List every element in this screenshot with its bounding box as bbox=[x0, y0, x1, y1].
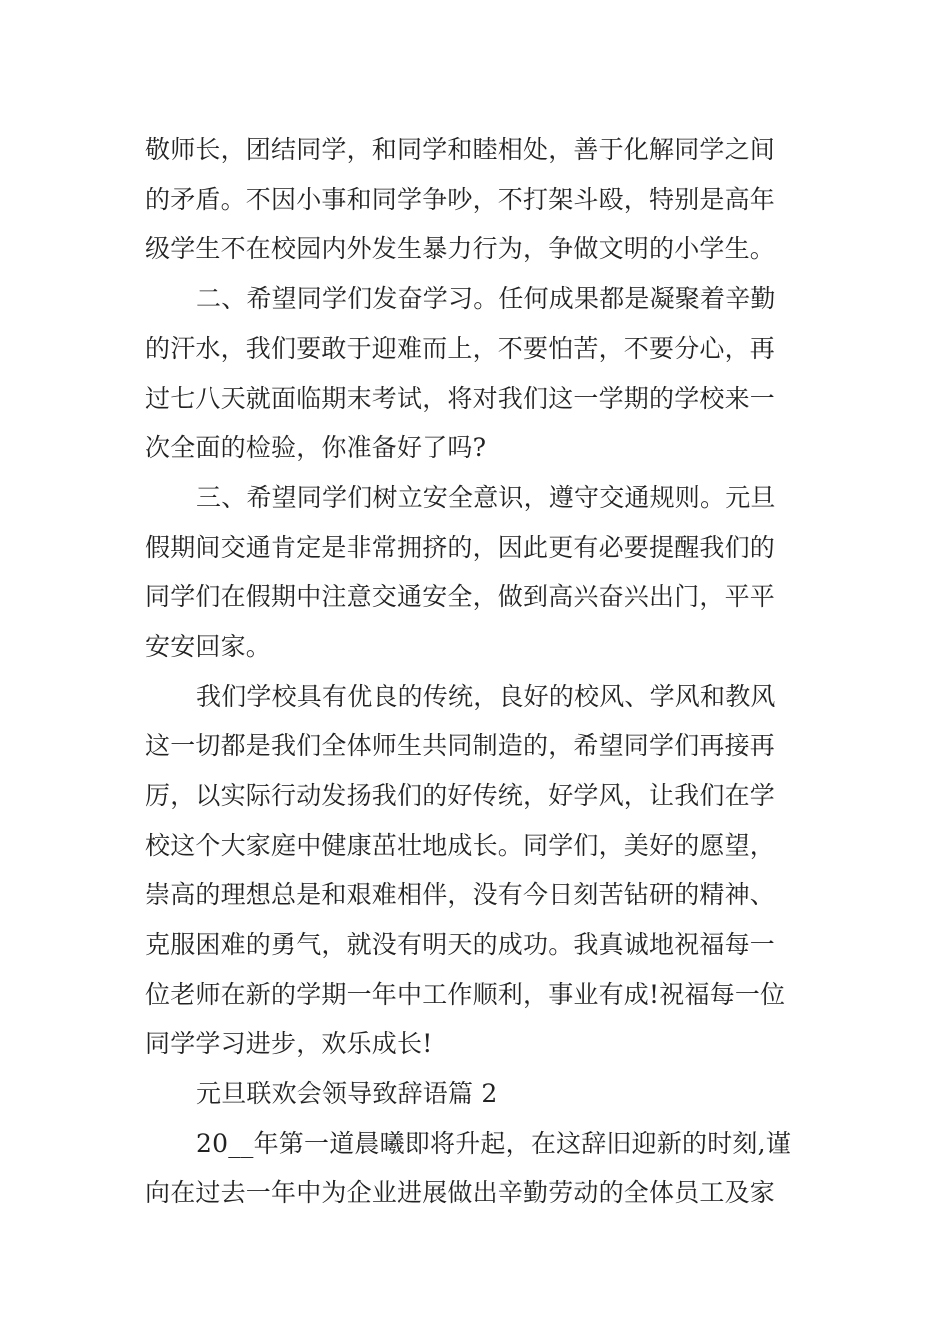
text-line: 克服困难的勇气，就没有明天的成功。我真诚地祝福每一 bbox=[145, 930, 776, 959]
text-line: 同学们在假期中注意交通安全，做到高兴奋兴出门，平平 bbox=[145, 582, 776, 611]
text-line: 的矛盾。不因小事和同学争吵，不打架斗殴，特别是高年 bbox=[145, 185, 776, 214]
paragraph-first-line: 二、希望同学们发奋学习。任何成果都是凝聚着辛勤 bbox=[196, 284, 776, 313]
text-line: 的汗水，我们要敢于迎难而上，不要怕苦，不要分心，再 bbox=[145, 334, 776, 363]
text-line: 这一切都是我们全体师生共同制造的，希望同学们再接再 bbox=[145, 731, 776, 760]
text-line: 厉，以实际行动发扬我们的好传统，好学风，让我们在学 bbox=[145, 781, 776, 810]
text-line: 安安回家。 bbox=[145, 632, 272, 661]
paragraph-first-line: 三、希望同学们树立安全意识，遵守交通规则。元旦 bbox=[196, 483, 776, 512]
text-line: 级学生不在校园内外发生暴力行为，争做文明的小学生。 bbox=[145, 234, 776, 263]
text-line: 敬师长，团结同学，和同学和睦相处，善于化解同学之间 bbox=[145, 135, 776, 164]
text-line: 位老师在新的学期一年中工作顺利，事业有成!祝福每一位 bbox=[145, 980, 786, 1009]
section-heading: 元旦联欢会领导致辞语篇 2 bbox=[196, 1079, 498, 1108]
text-line: 向在过去一年中为企业进展做出辛勤劳动的全体员工及家 bbox=[145, 1178, 776, 1207]
text-line: 崇高的理想总是和艰难相伴，没有今日刻苦钻研的精神、 bbox=[145, 880, 776, 909]
paragraph-first-line: 20__年第一道晨曦即将升起，在这辞旧迎新的时刻,谨 bbox=[196, 1129, 791, 1158]
paragraph-first-line: 我们学校具有优良的传统，良好的校风、学风和教风 bbox=[196, 682, 776, 711]
text-line: 过七八天就面临期末考试，将对我们这一学期的学校来一 bbox=[145, 384, 776, 413]
text-line: 假期间交通肯定是非常拥挤的，因此更有必要提醒我们的 bbox=[145, 533, 776, 562]
text-line: 校这个大家庭中健康茁壮地成长。同学们，美好的愿望， bbox=[145, 831, 776, 860]
text-line: 同学学习进步，欢乐成长! bbox=[145, 1029, 433, 1058]
text-line: 次全面的检验，你准备好了吗? bbox=[145, 433, 487, 462]
